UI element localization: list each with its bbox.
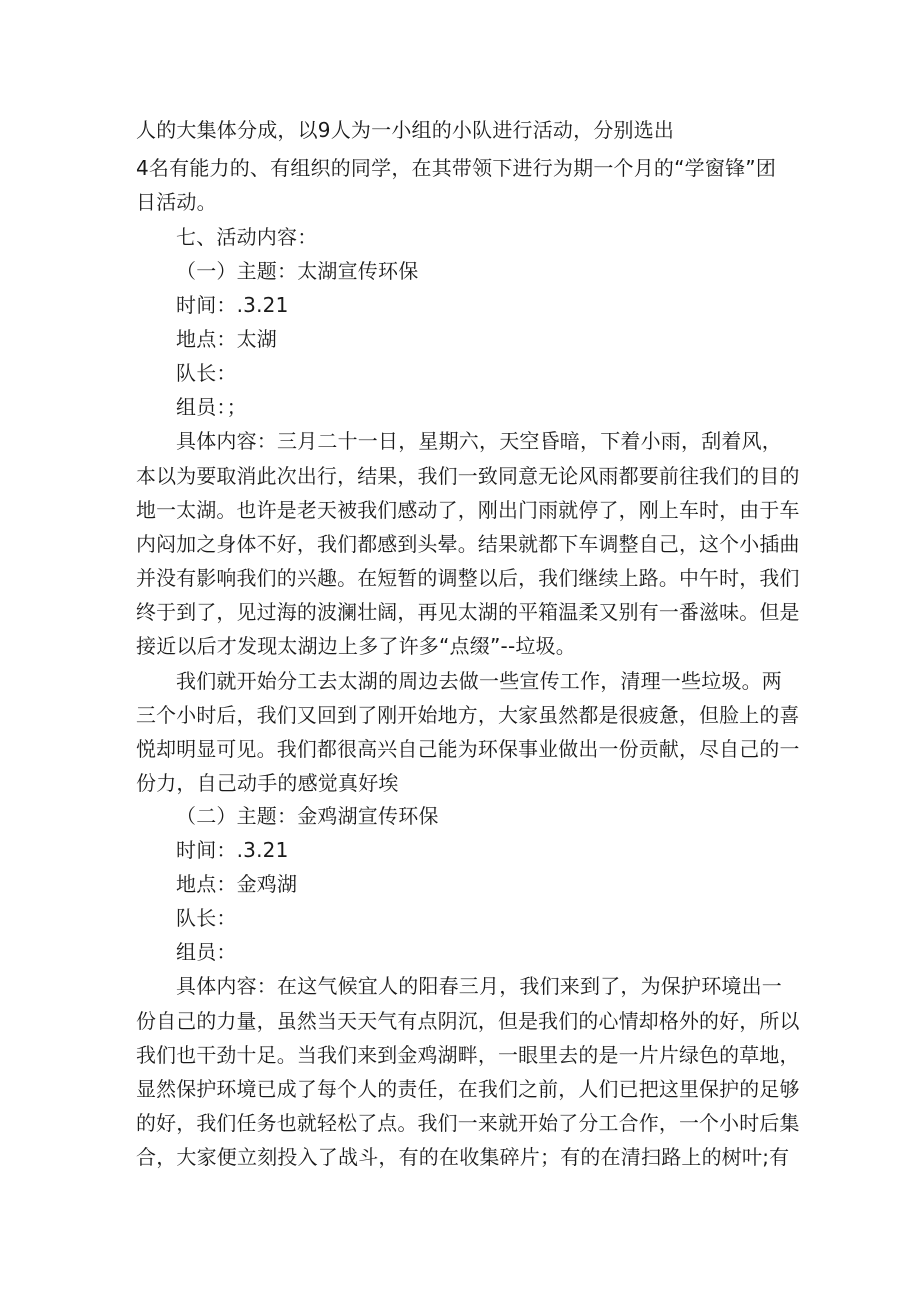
intro-line-3: 日活动。 bbox=[136, 190, 217, 214]
activity1-content-line: 内闷加之身体不好，我们都感到头晕。结果就都下车调整自己，这个小插曲 bbox=[136, 532, 800, 556]
activity1-place: 地点：太湖 bbox=[176, 327, 277, 351]
activity2-content-line: 具体内容：在这气候宜人的阳春三月，我们来到了，为保护环境出一 bbox=[176, 974, 782, 998]
activity1-content-line: 接近以后才发现太湖边上多了许多“点缀”--垃圾。 bbox=[136, 634, 576, 658]
activity2-theme: （二）主题：金鸡湖宣传环保 bbox=[176, 804, 439, 828]
activity2-members: 组员： bbox=[176, 940, 237, 964]
activity1-content2-line: 我们就开始分工去太湖的周边去做一些宣传工作，清理一些垃圾。两 bbox=[176, 669, 782, 693]
activity1-content-line: 地一太湖。也许是老天被我们感动了，刚出门雨就停了，刚上车时，由于车 bbox=[136, 498, 800, 522]
activity2-content-line: 显然保护环境已成了每个人的责任，在我们之前，人们已把这里保护的足够 bbox=[136, 1077, 800, 1101]
activity2-content-line: 我们也干劲十足。当我们来到金鸡湖畔，一眼里去的是一片片绿色的草地， bbox=[136, 1043, 800, 1067]
activity1-leader: 队长： bbox=[176, 361, 237, 385]
activity2-time: 时间：.3.21 bbox=[176, 838, 289, 862]
activity1-content2-line: 悦却明显可见。我们都很高兴自己能为环保事业做出一份贡献，尽自己的一 bbox=[136, 737, 800, 761]
intro-line-2: 4名有能力的、有组织的同学，在其带领下进行为期一个月的“学窗锋”团 bbox=[136, 156, 777, 180]
activity1-time: 时间：.3.21 bbox=[176, 293, 289, 317]
intro-line-1: 人的大集体分成，以9人为一小组的小队进行活动，分别选出 bbox=[136, 118, 675, 142]
activity1-members: 组员：； bbox=[176, 395, 247, 419]
activity1-theme: （一）主题：太湖宣传环保 bbox=[176, 259, 419, 283]
activity2-content-line: 份自己的力量，虽然当天天气有点阴沉，但是我们的心情却格外的好，所以 bbox=[136, 1009, 800, 1033]
activity1-content2-line: 份力，自己动手的感觉真好埃 bbox=[136, 771, 399, 795]
activity2-place: 地点：金鸡湖 bbox=[176, 872, 298, 896]
activity2-content-line: 合，大家便立刻投入了战斗，有的在收集碎片；有的在清扫路上的树叶;有 bbox=[136, 1145, 790, 1169]
activity1-content-line: 终于到了，见过海的波澜壮阔，再见太湖的平箱温柔又别有一番滋味。但是 bbox=[136, 600, 800, 624]
activity2-content-line: 的好，我们任务也就轻松了点。我们一来就开始了分工合作，一个小时后集 bbox=[136, 1111, 800, 1135]
activity2-leader: 队长： bbox=[176, 906, 237, 930]
section-heading: 七、活动内容： bbox=[176, 225, 318, 249]
activity1-content-line: 本以为要取消此次出行，结果，我们一致同意无论风雨都要前往我们的目的 bbox=[136, 464, 800, 488]
activity1-content-line: 具体内容：三月二十一日，星期六，天空昏暗，下着小雨，刮着风， bbox=[176, 429, 782, 453]
activity1-content2-line: 三个小时后，我们又回到了刚开始地方，大家虽然都是很疲惫，但脸上的喜 bbox=[136, 703, 800, 727]
activity1-content-line: 并没有影响我们的兴趣。在短暂的调整以后，我们继续上路。中午时，我们 bbox=[136, 566, 800, 590]
